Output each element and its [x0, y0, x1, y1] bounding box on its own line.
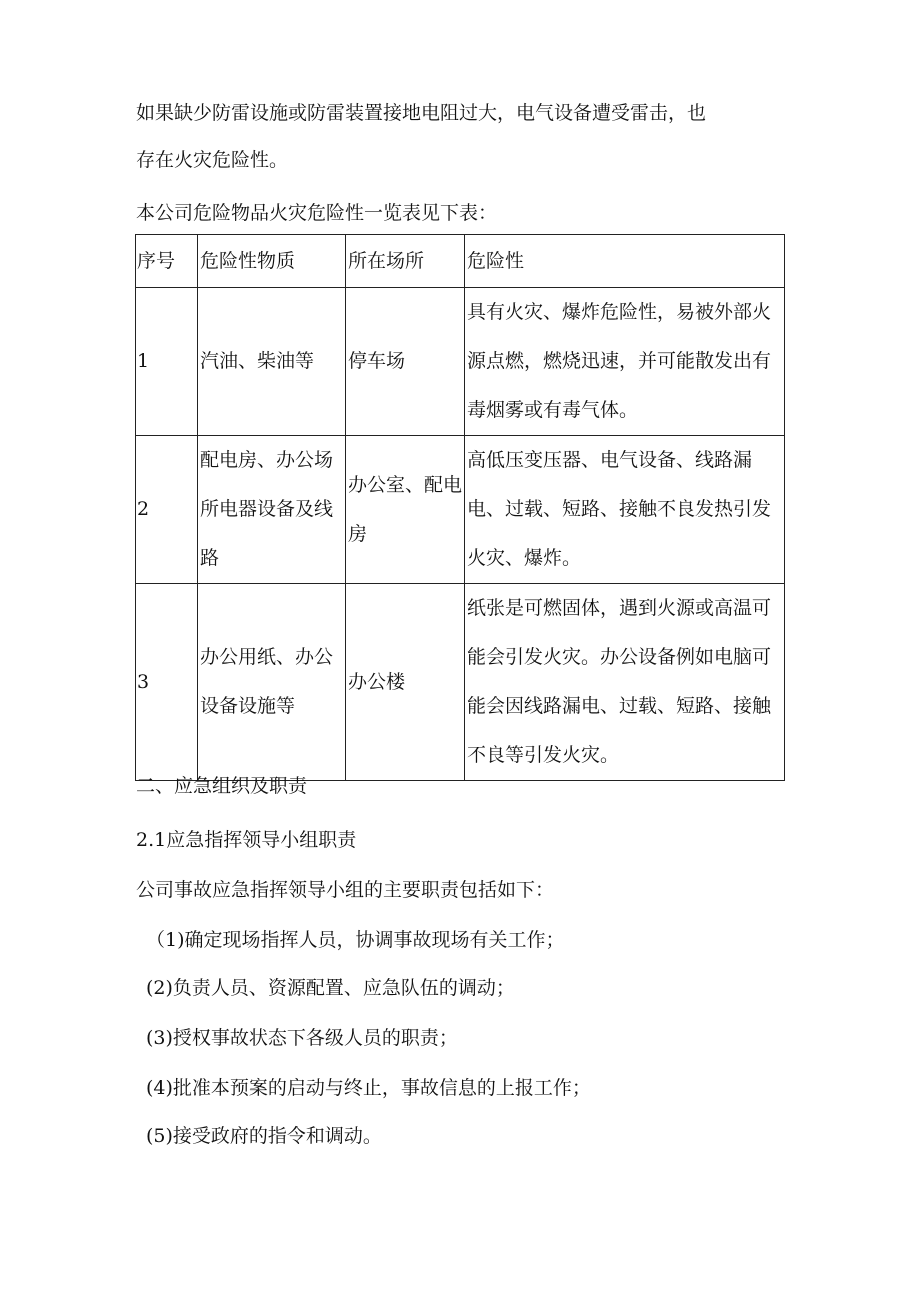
section-heading: 二、应急组织及职责 [136, 775, 308, 797]
table-intro: 本公司危险物品火灾危险性一览表见下表： [136, 202, 498, 224]
cell-number: 1 [136, 288, 198, 436]
cell-hazard: 纸张是可燃固体，遇到火源或高温可能会引发火灾。办公设备例如电脑可能会因线路漏电、过载、短路、接触不良等引发火灾。 [465, 584, 785, 781]
table-row [136, 436, 785, 584]
cell-number: 3 [136, 584, 198, 781]
cell-substance: 办公用纸、办公设备设施等 [198, 584, 346, 781]
cell-hazard: 高低压变压器、电气设备、线路漏电、过载、短路、接触不良发热引发火灾、爆炸。 [465, 436, 785, 584]
responsibility-item: (2)负责人员、资源配置、应急队伍的调动； [146, 977, 515, 999]
cell-location: 办公室、配电房 [346, 436, 465, 584]
cell-number: 2 [136, 436, 198, 584]
paragraph-lightning-risk: 如果缺少防雷设施或防雷装置接地电阻过大，电气设备遭受雷击，也 [136, 102, 707, 124]
header-hazard: 危险性 [465, 235, 785, 288]
cell-location: 停车场 [346, 288, 465, 436]
table-row [136, 584, 785, 781]
header-number: 序号 [136, 235, 198, 288]
header-location: 所在场所 [346, 235, 465, 288]
cell-hazard: 具有火灾、爆炸危险性，易被外部火源点燃，燃烧迅速，并可能散发出有毒烟雾或有毒气体。 [465, 288, 785, 436]
table-header-row [136, 235, 785, 288]
subsection-heading: 2.1应急指挥领导小组职责 [136, 829, 357, 851]
table-row [136, 288, 785, 436]
responsibility-item: (5)接受政府的指令和调动。 [146, 1125, 382, 1147]
responsibilities-intro: 公司事故应急指挥领导小组的主要职责包括如下： [136, 879, 555, 901]
cell-location: 办公楼 [346, 584, 465, 781]
paragraph-lightning-risk-cont: 存在火灾危险性。 [136, 149, 289, 171]
hazard-table [135, 234, 785, 781]
header-substance: 危险性物质 [198, 235, 346, 288]
responsibility-item: （1)确定现场指挥人员，协调事故现场有关工作； [146, 929, 565, 951]
cell-substance: 汽油、柴油等 [198, 288, 346, 436]
cell-substance: 配电房、办公场所电器设备及线路 [198, 436, 346, 584]
responsibility-item: (4)批准本预案的启动与终止，事故信息的上报工作； [146, 1077, 591, 1099]
responsibility-item: (3)授权事故状态下各级人员的职责； [146, 1027, 458, 1049]
